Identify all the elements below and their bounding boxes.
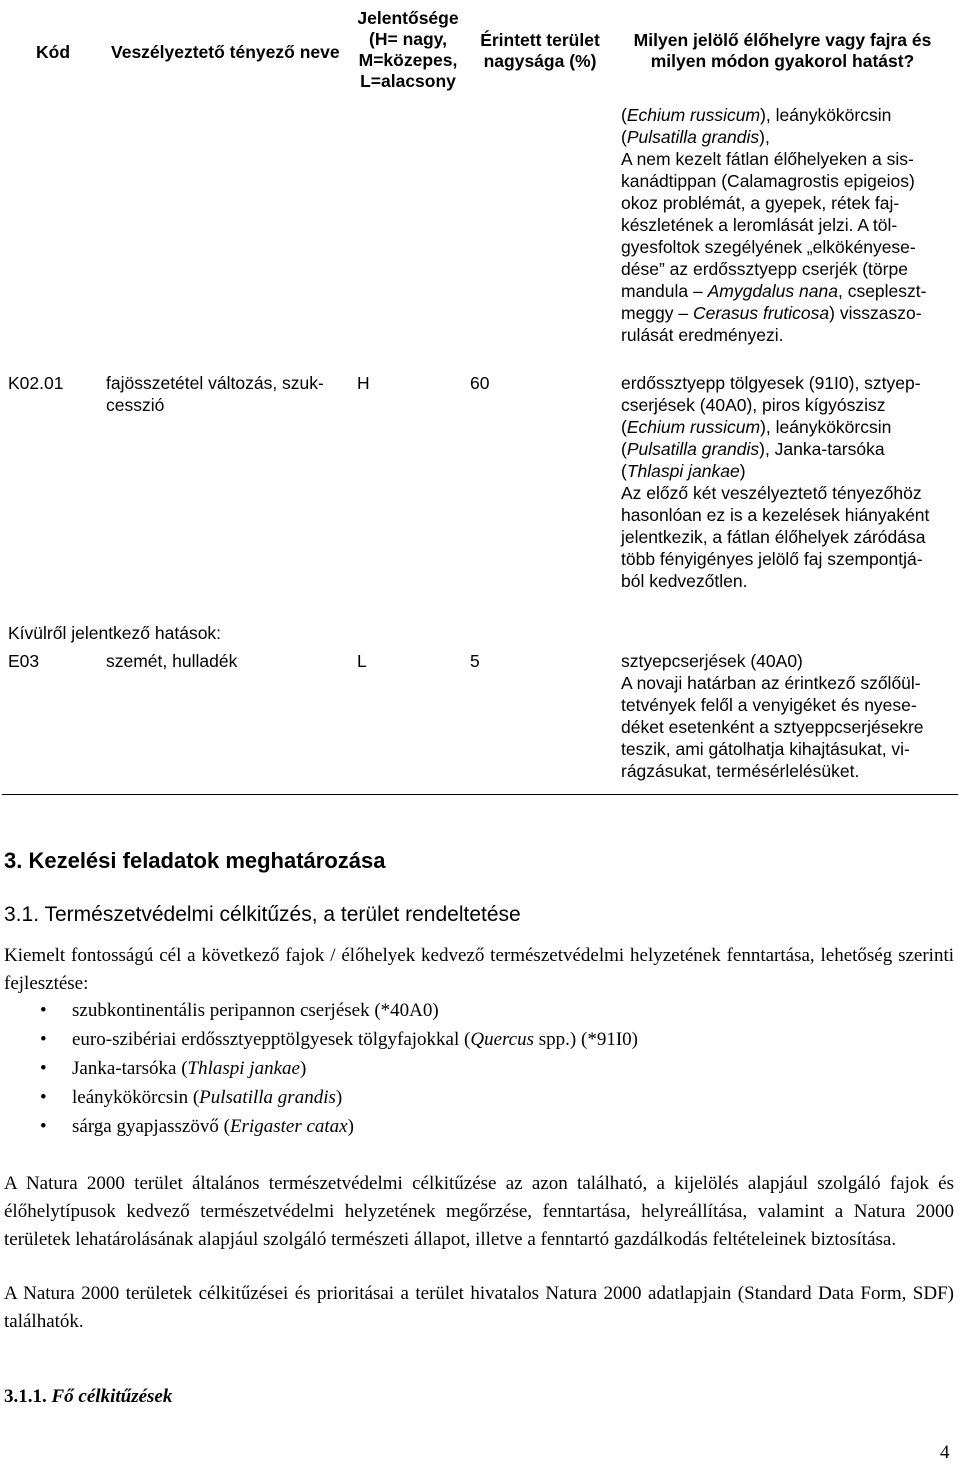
text-run: gyesfoltok szegélyének „elkökényese- xyxy=(621,237,916,257)
species-name-italic: Cerasus fruticosa xyxy=(692,303,830,323)
bullet-icon: • xyxy=(40,1000,47,1021)
header-effect-line: Milyen jelölő élőhelyre vagy fajra és xyxy=(633,30,932,50)
section-311-text: Fő célkitűzések xyxy=(51,1386,173,1407)
text-run: rulását eredményezi. xyxy=(621,325,784,345)
row-e03-effect-line: déket esetenként a sztyeppcserjésekre xyxy=(621,717,924,737)
bullet-icon: • xyxy=(40,1087,47,1108)
text-run: okoz problémát, a gyepek, rétek faj- xyxy=(621,193,900,213)
header-significance-line: L=alacsony xyxy=(360,71,456,91)
row-e03-effect-line: rágzásukat, termésérlelésüket. xyxy=(621,761,860,781)
text-run: ( xyxy=(621,105,627,125)
effect-line xyxy=(621,148,951,170)
effect-line xyxy=(621,258,951,280)
species-name-italic: Pulsatilla grandis xyxy=(199,1087,336,1108)
effect-line xyxy=(621,104,951,126)
text-run: , csepleszt- xyxy=(837,281,927,301)
header-threat-name: Veszélyeztető tényező neve xyxy=(111,42,340,62)
text-run: több fényigényes jelölő faj szempontjá- xyxy=(621,549,923,569)
species-name-italic: Thlaspi jankae xyxy=(626,461,740,481)
row-k0201-effect xyxy=(621,372,951,592)
header-effect-line: milyen módon gyakorol hatást? xyxy=(650,51,915,71)
header-effect xyxy=(610,30,955,72)
text-run: ( xyxy=(621,127,627,147)
row-e03-effect-line: teszik, ami gátolhatja kihajtásukat, vi- xyxy=(621,739,910,759)
effect-line xyxy=(621,236,951,258)
text-run: leánykökörcsin ( xyxy=(72,1087,200,1108)
text-run: Janka-tarsóka ( xyxy=(72,1058,188,1079)
effect-line xyxy=(621,126,951,148)
section-31-paragraph-1: A Natura 2000 terület általános természetvédelmi célkitűzése az azon található, a kijelölés alapjául szolgáló fajok és élőhelytípusok kedvező természetvédelmi helyzetének megőrzése, fenntartása, helyreállítása, valamint a Natura 2000 területek lehatárolásának alapjául szolgáló természeti állapot, illetve a fenntartó gazdálkodás feltételeinek biztosítása. xyxy=(4,1173,954,1250)
bullet-icon: • xyxy=(40,1058,47,1079)
text-run: ) xyxy=(299,1058,307,1079)
page-number: 4 xyxy=(940,1442,950,1463)
species-name-italic: Echium russicum xyxy=(626,105,761,125)
text-run: ), Janka-tarsóka xyxy=(759,439,885,459)
text-run: szubkontinentális peripannon cserjések (*40A0) xyxy=(72,1000,439,1021)
effect-text-continued xyxy=(621,104,951,346)
row-e03-name: szemét, hulladék xyxy=(106,651,238,671)
header-significance-line: (H= nagy, xyxy=(369,29,447,49)
bullet-icon: • xyxy=(40,1029,47,1050)
header-significance xyxy=(352,8,464,92)
row-k0201-name-line: cesszió xyxy=(106,395,165,415)
species-name-italic: Amygdalus nana xyxy=(707,281,838,301)
text-run: ), leánykökörcsin xyxy=(760,105,892,125)
text-run: euro-szibériai erdőssztyepptölgyesek tölgyfajokkal ( xyxy=(72,1029,471,1050)
text-run: kanádtippan (Calamagrostis epigeios) xyxy=(621,171,915,191)
effect-line xyxy=(621,548,951,570)
row-k0201-area: 60 xyxy=(470,373,490,393)
effect-line xyxy=(621,460,951,482)
list-item xyxy=(4,1083,954,1112)
species-name-italic: Erigaster catax xyxy=(229,1116,348,1137)
text-run: sárga gyapjasszövő ( xyxy=(72,1116,230,1137)
effect-line xyxy=(621,302,951,324)
effect-line xyxy=(621,570,951,592)
text-run: dése” az erdőssztyepp cserjék (törpe xyxy=(621,259,908,279)
text-run: ), leánykökörcsin xyxy=(760,417,892,437)
section-31-intro: Kiemelt fontosságú cél a következő fajok / élőhelyek kedvező természetvédelmi helyzetének fenntartása, lehetőség szerinti fejlesztése: xyxy=(4,945,954,994)
row-k0201-name-line: fajösszetétel változás, szuk- xyxy=(106,373,324,393)
section-311-number: 3.1.1. xyxy=(4,1386,47,1407)
text-run: jelentkezik, a fátlan élőhelyek záródása xyxy=(621,527,926,547)
row-e03-effect-line: tetvények felől a venyigéket és nyese- xyxy=(621,695,917,715)
text-run: Az előző két veszélyeztető tényezőhöz xyxy=(621,483,922,503)
bullet-icon: • xyxy=(40,1116,47,1137)
text-run: hasonlóan ez is a kezelések hiányaként xyxy=(621,505,930,525)
row-e03-effect-line: sztyepcserjések (40A0) xyxy=(621,651,803,671)
header-significance-line: M=közepes, xyxy=(358,50,458,70)
row-k0201-code: K02.01 xyxy=(8,373,64,393)
header-area-line: nagysága (%) xyxy=(483,51,597,71)
effect-line xyxy=(621,372,951,394)
text-run: ) xyxy=(739,461,746,481)
header-area xyxy=(470,30,610,72)
effect-line xyxy=(621,280,951,302)
list-item xyxy=(4,1025,954,1054)
list-item xyxy=(4,1054,954,1083)
row-k0201-significance: H xyxy=(357,373,370,393)
text-run: ( xyxy=(621,439,627,459)
text-run: ból kedvezőtlen. xyxy=(621,571,748,591)
text-run: spp.) (*91I0) xyxy=(534,1029,638,1050)
row-e03-effect xyxy=(621,650,951,782)
effect-line xyxy=(621,214,951,236)
row-k0201-name xyxy=(106,372,346,416)
effect-line xyxy=(621,504,951,526)
species-name-italic: Quercus xyxy=(470,1029,535,1050)
effect-line xyxy=(621,324,951,346)
text-run: ( xyxy=(621,461,627,481)
external-effects-title: Kívülről jelentkező hatások: xyxy=(8,623,222,643)
text-run: A nem kezelt fátlan élőhelyeken a sis- xyxy=(621,149,914,169)
effect-line xyxy=(621,394,951,416)
list-item xyxy=(4,996,954,1025)
effect-line xyxy=(621,526,951,548)
list-item xyxy=(4,1112,954,1141)
row-e03-code: E03 xyxy=(8,651,40,671)
text-run: ), xyxy=(759,127,770,147)
text-run: meggy – xyxy=(621,303,693,323)
section-31-paragraph-2: A Natura 2000 területek célkitűzései és prioritásai a terület hivatalos Natura 2000 adatlapjain (Standard Data Form, SDF) találhatók. xyxy=(4,1283,954,1332)
text-run: ( xyxy=(621,417,627,437)
species-name-italic: Pulsatilla grandis xyxy=(626,127,760,147)
text-run: ) xyxy=(335,1087,343,1108)
effect-line xyxy=(621,416,951,438)
effect-line xyxy=(621,170,951,192)
header-area-line: Érintett terület xyxy=(480,30,600,50)
row-e03-effect-line: A novaji határban az érintkező szőlőül- xyxy=(621,673,921,693)
species-name-italic: Pulsatilla grandis xyxy=(626,439,760,459)
text-run: erdőssztyepp tölgyesek (91I0), sztyep- xyxy=(621,373,921,393)
text-run: ) xyxy=(347,1116,354,1137)
effect-line xyxy=(621,438,951,460)
row-e03-area: 5 xyxy=(470,651,480,671)
species-name-italic: Echium russicum xyxy=(626,417,761,437)
table-bottom-border xyxy=(2,794,958,795)
text-run: mandula – xyxy=(621,281,708,301)
header-significance-line: Jelentősége xyxy=(357,8,459,28)
section-311-title xyxy=(4,1386,172,1408)
effect-line xyxy=(621,192,951,214)
text-run: cserjések (40A0), piros kígyószisz xyxy=(621,395,886,415)
target-species-list xyxy=(4,996,954,1141)
section-31-title: 3.1. Természetvédelmi célkitűzés, a terület rendeltetése xyxy=(4,903,521,926)
effect-line xyxy=(621,482,951,504)
text-run: ) visszaszo- xyxy=(829,303,922,323)
section-3-title: 3. Kezelési feladatok meghatározása xyxy=(4,848,386,873)
text-run: készletének a leromlását jelzi. A töl- xyxy=(621,215,898,235)
row-e03-significance: L xyxy=(357,651,367,671)
species-name-italic: Thlaspi jankae xyxy=(187,1058,300,1079)
header-code: Kód xyxy=(36,42,71,62)
